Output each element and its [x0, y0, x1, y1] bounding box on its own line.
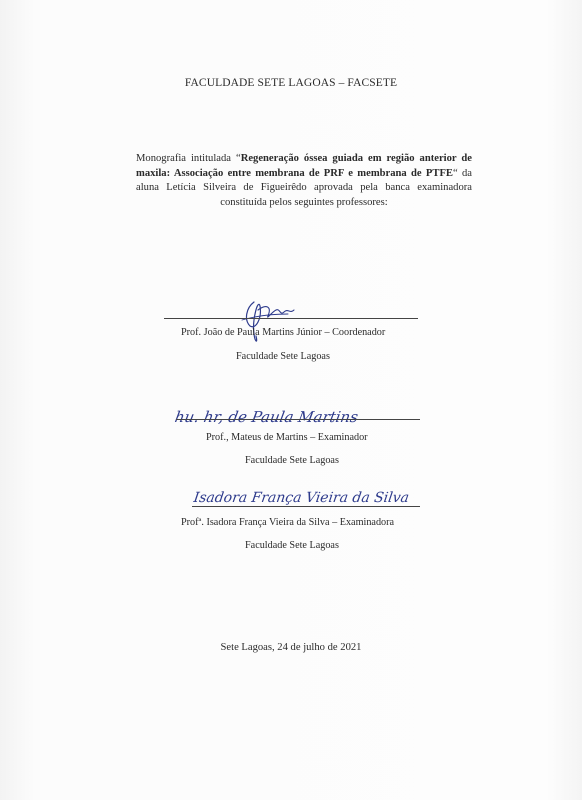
signature-line	[192, 506, 420, 507]
signatory-institution: Faculdade Sete Lagoas	[245, 455, 339, 466]
signatory-institution: Faculdade Sete Lagoas	[245, 540, 339, 551]
signatory-name: Prof., Mateus de Martins – Examinador	[206, 432, 368, 443]
signature-examiner-2-text: Isadora França Vieira da Silva	[192, 490, 411, 506]
signatory-institution: Faculdade Sete Lagoas	[236, 351, 330, 362]
signature-examiner-2	[192, 482, 420, 512]
signatory-name: Prof. João de Paula Martins Júnior – Coordenador	[181, 327, 386, 338]
statement-suffix: “ da aluna Letícia Silveira de Figueirêdo aprovada pela banca examinadora constituída pelos seguintes professores:	[136, 167, 472, 208]
signatory-name: Profª. Isadora França Vieira da Silva – Examinadora	[181, 517, 395, 528]
signature-line	[176, 419, 420, 420]
signature-examiner-1	[173, 400, 420, 430]
approval-statement	[136, 152, 472, 210]
signature-line	[164, 318, 418, 319]
institution-header: FACULDADE SETE LAGOAS – FACSETE	[184, 77, 398, 89]
statement-prefix: Monografia intitulada “	[136, 153, 241, 164]
monograph-title: Regeneração óssea guiada em região anterior de maxila: Associação entre membrana de PRF e membrana de PTFE	[136, 153, 472, 179]
place-and-date: Sete Lagoas, 24 de julho de 2021	[220, 642, 362, 653]
signature-examiner-1-text: hu. hr, de Paula Martins	[173, 408, 360, 426]
